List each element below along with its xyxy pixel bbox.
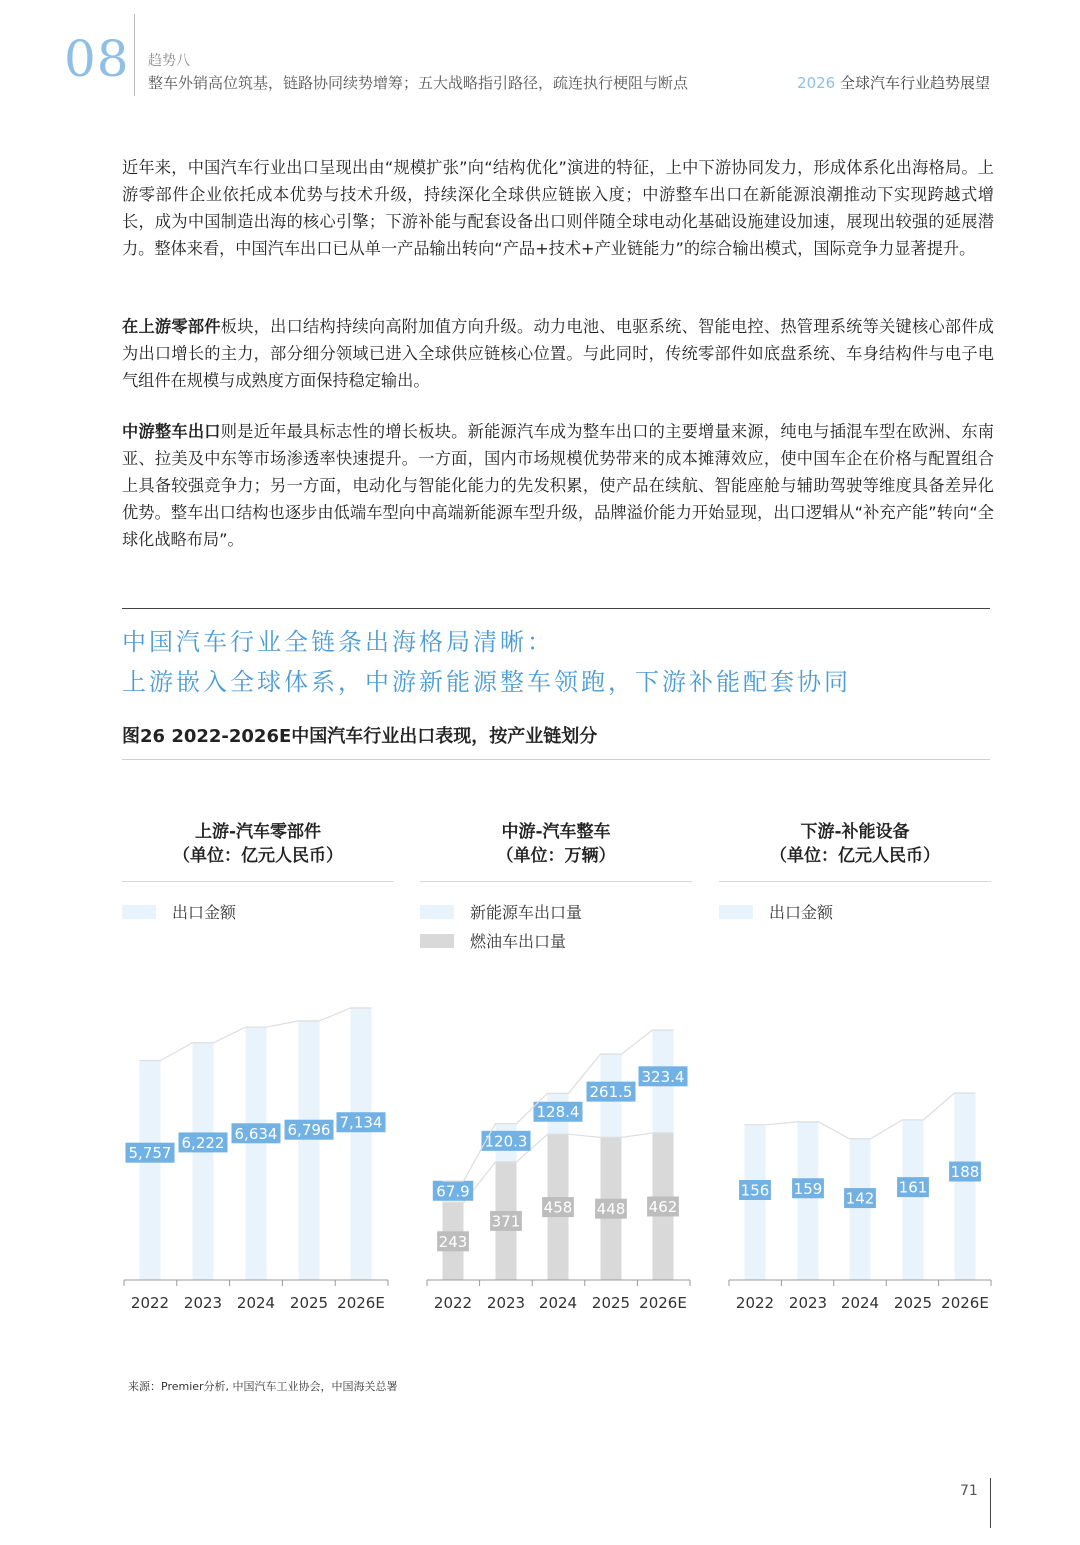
headline-line-2: 上游嵌入全球体系，中游新能源整车领跑，下游补能配套协同: [122, 668, 851, 696]
x-tick-label-0-2024: 2024: [236, 1294, 276, 1312]
x-tick-label-2-2026E: 2026E: [941, 1294, 989, 1312]
bar-2-2026E: [955, 1093, 976, 1280]
paragraph-1: 近年来，中国汽车行业出口呈现出由“规模扩张”向“结构优化”演进的特征，上中下游协同发力，形成体系化出海格局。上游零部件企业依托成本优势与技术升级，持续深化全球供应链嵌入度；中游整车出口在新能源浪潮推动下实现跨越式增长，成为中国制造出海的核心引擎；下游补能与配套设备出口则伴随全球电动化基础设施建设加速，展现出较强的延展潜力。整体来看，中国汽车出口已从单一产品输出转向“产品+技术+产业链能力”的综合输出模式，国际竞争力显著提升。: [122, 158, 994, 258]
paragraph-2-lead: 在上游零部件: [122, 317, 221, 336]
data-label-ice-2026E: 462: [648, 1197, 678, 1216]
data-label-0-2022: 5,757: [128, 1144, 172, 1163]
panel-upstream-name: 上游-汽车零部件: [194, 822, 322, 842]
trend-line-2: [745, 1093, 976, 1139]
data-label-0-2026E: 7,134: [339, 1113, 383, 1132]
legend-label: 出口金额: [172, 903, 237, 922]
x-tick-label-1-2022: 2022: [433, 1294, 473, 1312]
data-label-nev-2023: 120.3: [484, 1132, 528, 1151]
data-label-nev-2025: 261.5: [589, 1083, 633, 1102]
x-tick-label-0-2026E: 2026E: [337, 1294, 385, 1312]
bar-0-2022: [140, 1061, 161, 1280]
bar-0-2026E: [351, 1008, 372, 1280]
data-label-ice-2024: 458: [543, 1198, 573, 1217]
panel-downstream-name: 下游-补能设备: [800, 822, 910, 842]
data-label-0-2023: 6,222: [181, 1133, 225, 1152]
paragraph-3-lead: 中游整车出口: [122, 422, 221, 441]
data-label-ice-2022: 243: [438, 1232, 468, 1251]
data-label-0-2024: 6,634: [234, 1124, 278, 1143]
x-tick-label-1-2023: 2023: [486, 1294, 526, 1312]
x-tick-label-2-2024: 2024: [840, 1294, 880, 1312]
page-number: 71: [960, 1483, 978, 1499]
panel-midstream-unit: （单位：万辆）: [496, 846, 616, 866]
x-tick-label-1-2026E: 2026E: [639, 1294, 687, 1312]
x-tick-label-0-2023: 2023: [183, 1294, 223, 1312]
panel-midstream-name: 中游-汽车整车: [501, 822, 611, 842]
legend-label: 新能源车出口量: [470, 903, 583, 922]
legend-label: 出口金额: [769, 903, 834, 922]
data-label-0-2025: 6,796: [287, 1121, 331, 1140]
figure-title: 图26 2022-2026E中国汽车行业出口表现，按产业链划分: [122, 726, 598, 747]
section-number: 08: [64, 30, 130, 88]
data-label-2-2026E: 188: [950, 1163, 980, 1182]
data-label-nev-2024: 128.4: [536, 1103, 580, 1122]
report-title-text: 全球汽车行业趋势展望: [835, 74, 990, 92]
bar-2-2024: [850, 1139, 871, 1280]
paragraph-3-text: 则是近年最具标志性的增长板块。新能源汽车成为整车出口的主要增量来源，纯电与插混车型在欧洲、东南亚、拉美及中东等市场渗透率快速提升。一方面，国内市场规模优势带来的成本摊薄效应，使中国车企在价格与配置组合上具备较强竞争力；另一方面，电动化与智能化能力的先发积累，使产品在续航、智能座舱与辅助驾驶等维度具备差异化优势。整车出口结构也逐步由低端车型向中高端新能源车型升级，品牌溢价能力开始显现，出口逻辑从“补充产能”转向“全球化战略布局”。: [122, 422, 994, 549]
data-label-2-2023: 159: [793, 1179, 823, 1198]
data-label-2-2025: 161: [898, 1178, 928, 1197]
source-note: 来源：Premier分析, 中国汽车工业协会，中国海关总署: [128, 1380, 398, 1393]
data-label-ice-2023: 371: [491, 1212, 521, 1231]
x-tick-label-2-2023: 2023: [788, 1294, 828, 1312]
x-tick-label-1-2025: 2025: [591, 1294, 631, 1312]
data-label-nev-2026E: 323.4: [641, 1067, 685, 1086]
x-tick-label-0-2025: 2025: [289, 1294, 329, 1312]
paragraph-2-text: 板块，出口结构持续向高附加值方向升级。动力电池、电驱系统、智能电控、热管理系统等关键核心部件成为出口增长的主力，部分细分领域已进入全球供应链核心位置。与此同时，传统零部件如底盘系统、车身结构件与电子电气组件在规模与成熟度方面保持稳定输出。: [122, 317, 994, 390]
panel-upstream-unit: （单位：亿元人民币）: [173, 846, 343, 866]
x-tick-label-2-2022: 2022: [735, 1294, 775, 1312]
data-label-2-2022: 156: [740, 1181, 770, 1200]
bar-2-2025: [903, 1120, 924, 1280]
x-tick-label-2-2025: 2025: [893, 1294, 933, 1312]
data-label-2-2024: 142: [845, 1189, 875, 1208]
bar-2-2022: [745, 1125, 766, 1280]
data-label-ice-2025: 448: [596, 1200, 626, 1219]
panel-downstream-unit: （单位：亿元人民币）: [770, 846, 940, 866]
report-year: 2026: [797, 74, 836, 92]
bar-0-2023: [193, 1043, 214, 1280]
x-tick-label-1-2024: 2024: [538, 1294, 578, 1312]
section-title: 整车外销高位筑基，链路协同续势增筹；五大战略指引路径，疏连执行梗阻与断点: [148, 74, 689, 92]
section-label: 趋势八: [148, 53, 190, 69]
bar-0-2025: [299, 1021, 320, 1280]
headline-line-1: 中国汽车行业全链条出海格局清晰：: [122, 628, 554, 656]
x-tick-label-0-2022: 2022: [130, 1294, 170, 1312]
legend-label: 燃油车出口量: [470, 932, 567, 951]
data-label-nev-2022: 67.9: [436, 1182, 470, 1201]
page-number-rule: [990, 1478, 991, 1528]
bar-2-2023: [798, 1122, 819, 1280]
bar-0-2024: [246, 1027, 267, 1280]
